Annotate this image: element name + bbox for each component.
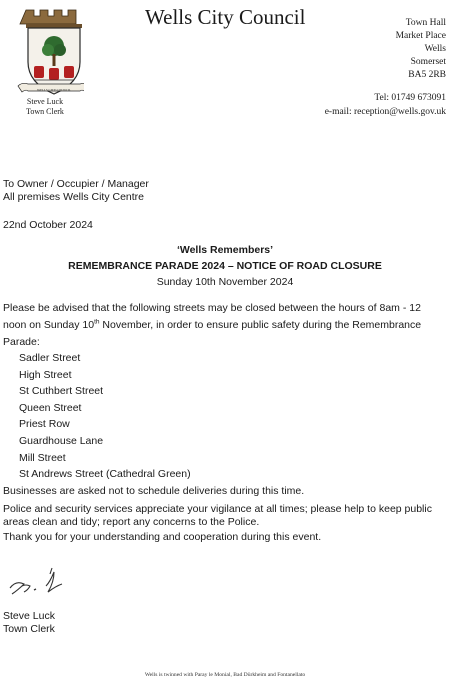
deliveries-paragraph: Businesses are asked not to schedule deliveries during this time. (3, 485, 305, 497)
intro-superscript: th (94, 318, 100, 326)
letterhead-clerk-title: Town Clerk (26, 107, 64, 116)
council-crest-logo (12, 6, 84, 102)
recipient-line: To Owner / Occupier / Manager (3, 178, 149, 190)
street-item: Sadler Street (19, 352, 81, 364)
svg-text:WELLS CITY COUNCIL: WELLS CITY COUNCIL (37, 88, 71, 92)
street-item: St Andrews Street (Cathedral Green) (19, 468, 191, 481)
street-item: Queen Street (19, 401, 82, 414)
closed-streets-list (19, 350, 191, 483)
council-contact (325, 91, 446, 119)
telephone: Tel: 01749 673091 (374, 93, 446, 103)
street-item: Guardhouse Lane (19, 434, 104, 447)
street-item: Mill Street (19, 451, 66, 464)
signoff-name: Steve Luck (3, 610, 55, 622)
security-paragraph: Police and security services appreciate your vigilance at all times; please help to keep public areas clean and tidy; report any concerns to the Police. (3, 503, 432, 528)
handwritten-signature (6, 560, 86, 600)
signoff-title: Town Clerk (3, 623, 55, 635)
recipient-line: All premises Wells City Centre (3, 191, 145, 203)
council-name-heading: Wells City Council (145, 5, 306, 29)
letterhead-clerk-name: Steve Luck (26, 97, 64, 106)
street-item: Priest Row (19, 418, 70, 431)
intro-text: Please be advised that the following streets may be closed between the hours of 8am - 12 noon on Sunday 10 (3, 302, 421, 331)
street-item: St Cuthbert Street (19, 385, 104, 398)
notice-subtitle: REMEMBRANCE PARADE 2024 – NOTICE OF ROAD CLOSURE (68, 260, 382, 272)
intro-text: November, in order to ensure public safety during the Remembrance Parade: (3, 319, 422, 348)
council-address (396, 17, 446, 82)
address-line: Market Place (395, 31, 446, 41)
address-line: BA5 2RB (408, 70, 446, 80)
notice-title: ‘Wells Remembers’ (176, 244, 274, 256)
intro-paragraph (3, 300, 443, 351)
letterhead-clerk (14, 97, 76, 117)
address-line: Somerset (410, 57, 446, 67)
street-item: High Street (19, 368, 72, 381)
letter-date: 22nd October 2024 (3, 219, 93, 231)
event-date: Sunday 10th November 2024 (156, 276, 294, 288)
recipients-block (3, 178, 149, 204)
thanks-paragraph: Thank you for your understanding and cooperation during this event. (3, 531, 322, 543)
address-line: Town Hall (405, 18, 446, 28)
sign-off (3, 610, 55, 636)
email-address: e-mail: reception@wells.gov.uk (324, 107, 446, 117)
address-line: Wells (424, 44, 446, 54)
twinning-footer: Wells is twinned with Paray le Monial, Bad Dürkheim and Fontanellato (144, 672, 306, 678)
notice-heading (0, 242, 450, 290)
